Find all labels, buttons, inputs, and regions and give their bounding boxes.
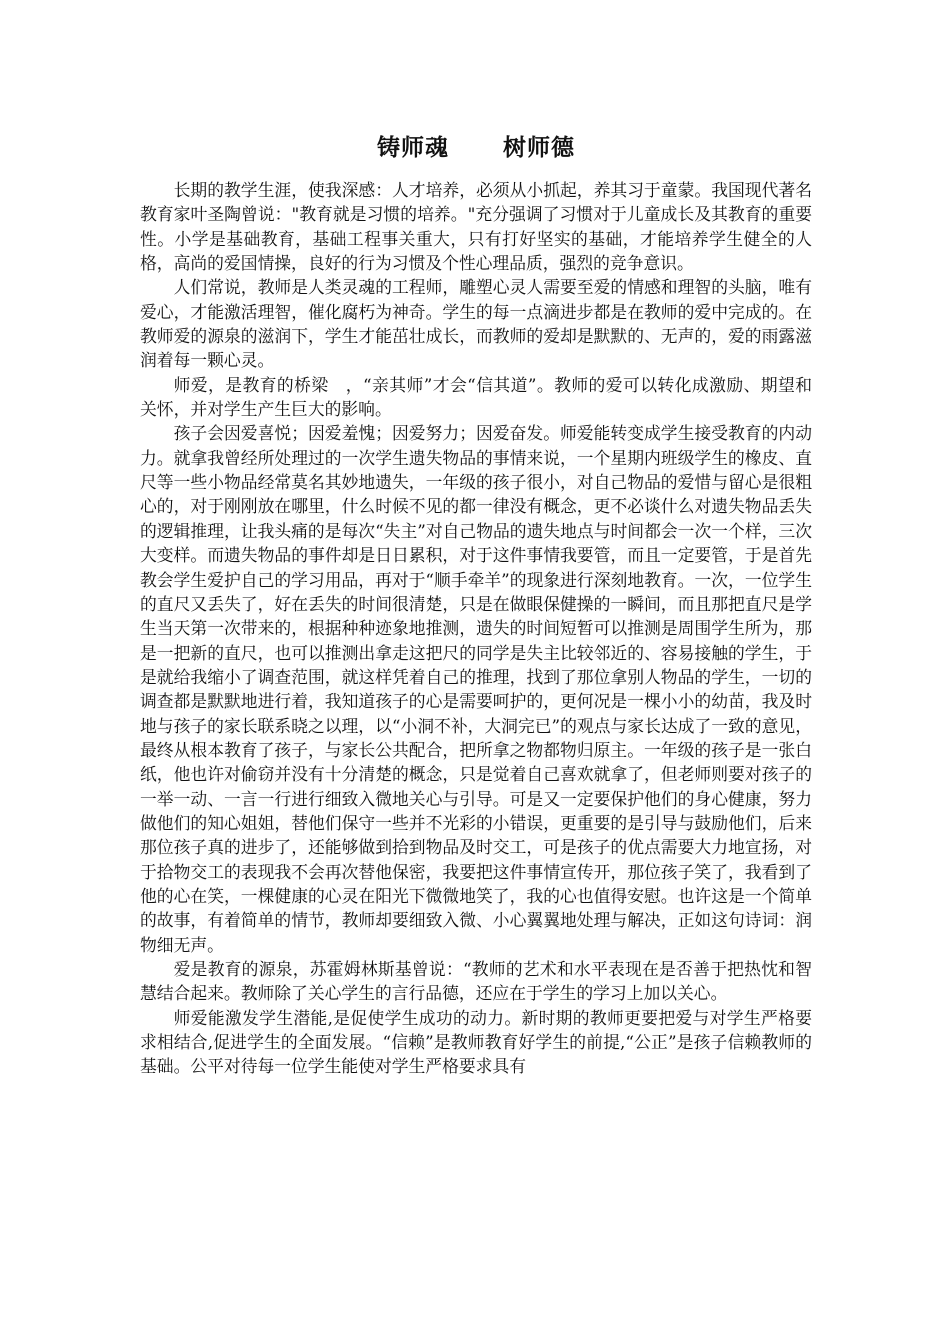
- document-title: [140, 128, 812, 168]
- paragraph-1: 长期的教学生涯，使我深感：人才培养，必须从小抓起，养其习于童蒙。我国现代著名教育家叶圣陶曾说："教育就是习惯的培养。"充分强调了习惯对于儿童成长及其教育的重要性。小学是基础教育，基础工程事关重大，只有打好坚实的基础，才能培养学生健全的人格，高尚的爱国情操，良好的行为习惯及个性心理品质，强烈的竞争意识。: [140, 180, 812, 274]
- paragraph-4: 孩子会因爱喜悦；因爱羞愧；因爱努力；因爱奋发。师爱能转变成学生接受教育的内动力。就拿我曾经所处理过的一次学生遗失物品的事情来说，一个星期内班级学生的橡皮、直尺等一些小物品经常莫名其妙地遗失，一年级的孩子很小，对自己物品的爱惜与留心是很粗心的，对于刚刚放在哪里，什么时候不见的都一律没有概念，更不必谈什么对遗失物品丢失的逻辑推理，让我头痛的是每次“失主”对自己物品的遗失地点与时间都会一次一个样，三次大变样。而遗失物品的事件却是日日累积，对于这件事情我要管，而且一定要管，于是首先教会学生爱护自己的学习用品，再对于“顺手牵羊”的现象进行深刻地教育。一次，一位学生的直尺又丢失了，好在丢失的时间很清楚，只是在做眼保健操的一瞬间，而且那把直尺是学生当天第一次带来的，根据种种迹象地推测，遗失的时间短暂可以推测是周围学生所为，那是一把新的直尺，也可以推测出拿走这把尺的同学是失主比较邻近的、容易接触的学生，于是就给我缩小了调查范围，就这样凭着自己的推理，找到了那位拿别人物品的学生，一切的调查都是默默地进行着，我知道孩子的心是需要呵护的，更何况是一棵小小的幼苗，我及时地与孩子的家长联系晓之以理，以“小洞不补，大洞完已”的观点与家长达成了一致的意见，最终从根本教育了孩子，与家长公共配合，把所拿之物都物归原主。一年级的孩子是一张白纸，他也许对偷窃并没有十分清楚的概念，只是觉着自己喜欢就拿了，但老师则要对孩子的一举一动、一言一行进行细致入微地关心与引导。可是又一定要保护他们的身心健康，努力做他们的知心姐姐，替他们保守一些并不光彩的小错误，更重要的是引导与鼓励他们，后来那位孩子真的进步了，还能够做到拾到物品及时交工，可是孩子的优点需要大力地宣扬，对于拾物交工的表现我不会再次替他保密，我要把这件事情宣传开，那位孩子笑了，我看到了他的心在笑，一棵健康的心灵在阳光下微微地笑了，我的心也值得安慰。也许这是一个简单的故事，有着简单的情节，教师却要细致入微、小心翼翼地处理与解决，正如这句诗词：润物细无声。: [140, 423, 812, 955]
- paragraph-6: 师爱能激发学生潜能,是促使学生成功的动力。新时期的教师更要把爱与对学生严格要求相结合,促进学生的全面发展。“信赖”是教师教育好学生的前提,“公正”是孩子信赖教师的基础。公平对待每一位学生能使对学生严格要求具有: [140, 1007, 812, 1077]
- title-part-1: 铸师魂: [377, 135, 449, 161]
- title-part-2: 树师德: [503, 135, 575, 161]
- paragraph-3: 师爱，是教育的桥梁 ，“亲其师”才会“信其道”。教师的爱可以转化成激励、期望和关怀，并对学生产生巨大的影响。: [140, 374, 812, 420]
- paragraph-2: 人们常说，教师是人类灵魂的工程师，雕塑心灵人需要至爱的情感和理智的头脑，唯有爱心，才能激活理智，催化腐朽为神奇。学生的每一点滴进步都是在教师的爱中完成的。在教师爱的源泉的滋润下，学生才能茁壮成长，而教师的爱却是默默的、无声的，爱的雨露滋润着每一颗心灵。: [140, 277, 812, 371]
- document-page: [140, 128, 812, 1079]
- paragraph-5: 爱是教育的源泉，苏霍姆林斯基曾说：“教师的艺术和水平表现在是否善于把热忱和智慧结合起来。教师除了关心学生的言行品德，还应在于学生的学习上加以关心。: [140, 959, 812, 1004]
